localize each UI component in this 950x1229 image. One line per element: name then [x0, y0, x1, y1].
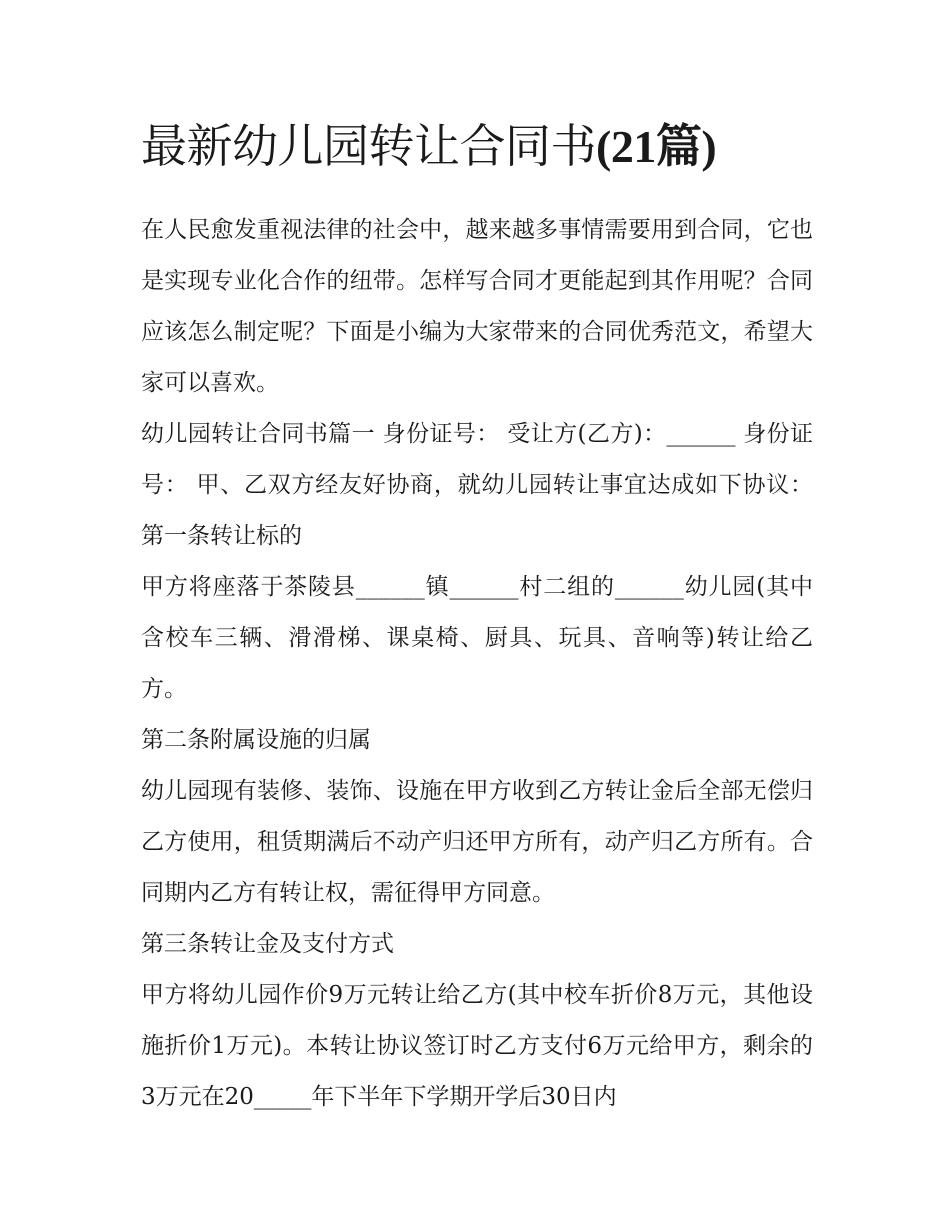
article-one-paragraph: 甲方将座落于茶陵县______镇______村二组的______幼儿园(其中含校车三辆、滑滑梯、课桌椅、厨具、玩具、音响等)转让给乙方。	[141, 574, 813, 702]
intro-paragraph: 在人民愈发重视法律的社会中，越来越多事情需要用到合同，它也是实现专业化合作的纽带。怎样写合同才更能起到其作用呢？合同应该怎么制定呢？下面是小编为大家带来的合同优秀范文，希望大家可以喜欢。	[141, 217, 813, 396]
article-two-paragraph: 幼儿园现有装修、装饰、设施在甲方收到乙方转让金后全部无偿归乙方使用，租赁期满后不动产归还甲方所有，动产归乙方所有。合同期内乙方有转让权，需征得甲方同意。	[141, 778, 813, 906]
document-title	[141, 112, 813, 181]
title-suffix: (21篇)	[596, 121, 717, 172]
article-two-heading: 第二条附属设施的归属	[141, 727, 371, 753]
article-three-paragraph: 甲方将幼儿园作价9万元转让给乙方(其中校车折价8万元，其他设施折价1万元)。本转让协议签订时乙方支付6万元给甲方，剩余的3万元在20_____年下半年下学期开学后30日内	[141, 982, 813, 1110]
document-page	[141, 112, 813, 1123]
title-main: 最新幼儿园转让合同书	[141, 119, 596, 173]
contract-opening-paragraph: 幼儿园转让合同书篇一 身份证号： 受让方(乙方)：______ 身份证号： 甲、乙双方经友好协商，就幼儿园转让事宜达成如下协议： 第一条转让标的	[141, 421, 813, 549]
article-three-heading: 第三条转让金及支付方式	[141, 931, 394, 957]
